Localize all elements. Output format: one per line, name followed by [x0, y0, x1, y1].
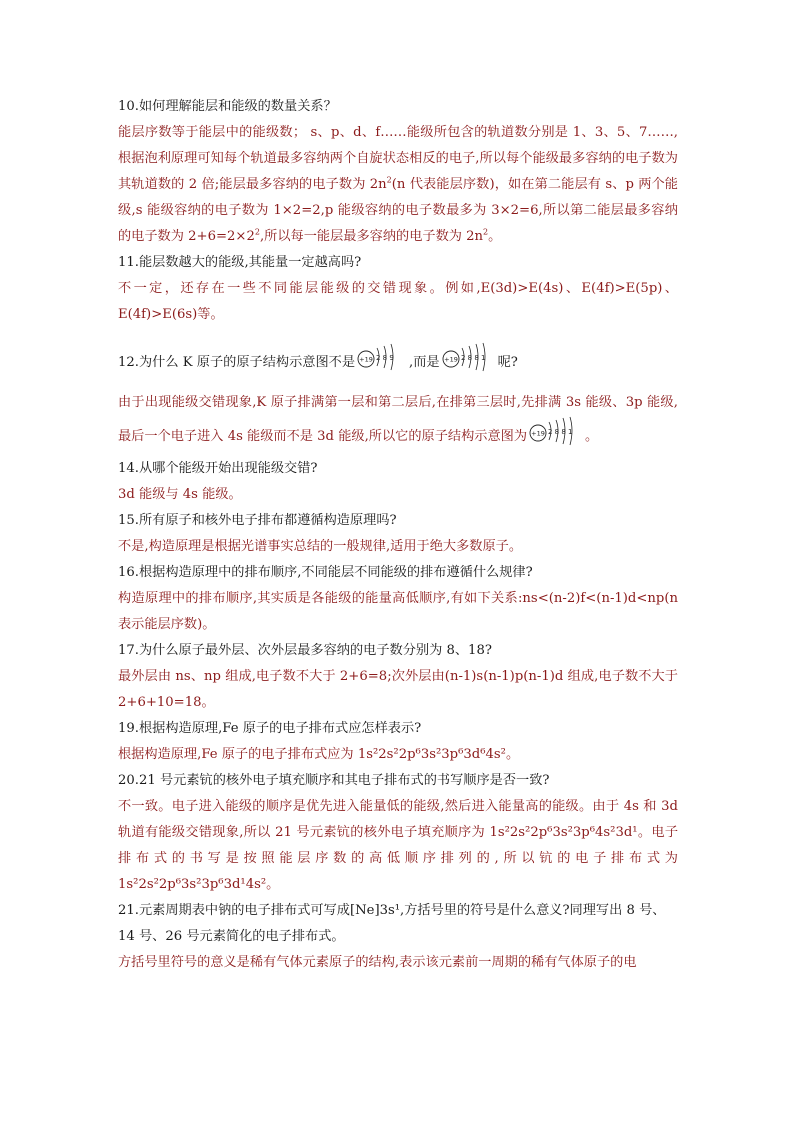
- question-11: 11.能层数越大的能级,其能量一定越高吗?: [118, 255, 362, 270]
- answer-17: 最外层由 ns、np 组成,电子数不大于 2+6=8;次外层由(n-1)s(n-1)p(n-1)d 组成,电子数不大于 2+6+10=18。: [118, 669, 678, 710]
- question-16: 16.根据构造原理中的排布顺序,不同能层不同能级的排布遵循什么规律?: [118, 565, 533, 580]
- atom-diagram-answer: [529, 416, 583, 456]
- question-21: 21.元素周期表中钠的电子排布式可写成[Ne]3s¹,方括号里的符号是什么意义?同理写出 8 号、14 号、26 号元素简化的电子排布式。: [118, 903, 666, 944]
- question-20: 20.21 号元素钪的核外电子填充顺序和其电子排布式的书写顺序是否一致?: [118, 773, 550, 788]
- document-body: [118, 94, 678, 976]
- electron-config-sc: 1s²2s²2p⁶3s²3p⁶3d¹4s²: [118, 877, 267, 892]
- answer-11: 不一定，还存在一些不同能层能级的交错现象。例如,E(3d)>E(4s)、E(4f)>E(5p)、E(4f)>E(6s)等。: [118, 281, 678, 322]
- answer-12: 由于出现能级交错现象,K 原子排满第一层和第二层后,在排第三层时,先排满 3s 能级、3p 能级,最后一个电子进入 4s 能级而不是 3d 能级,所以它的原子结构示意图为 +19 2 8 8 1 。: [118, 390, 678, 456]
- atom-answer-nucleus: +19: [531, 429, 545, 438]
- atom-diagram-wrong: [357, 342, 407, 382]
- atom-wrong-shells: 2 8 9: [376, 354, 394, 362]
- question-10: 10.如何理解能层和能级的数量关系？: [118, 99, 337, 114]
- answer-14: 3d 能级与 4s 能级。: [118, 487, 242, 502]
- answer-19: 根据构造原理,Fe 原子的电子排布式应为 1s²2s²2p⁶3s²3p⁶3d⁶4s²。: [118, 747, 520, 762]
- question-17: 17.为什么原子最外层、次外层最多容纳的电子数分别为 8、18?: [118, 643, 492, 658]
- answer-16: 构造原理中的排布顺序,其实质是各能级的能量高低顺序,有如下关系:ns<(n-2)f<(n-1)d<np(n 表示能层序数)。: [118, 591, 678, 632]
- answer-21: 方括号里符号的意义是稀有气体元素原子的结构,表示该元素前一周期的稀有气体原子的电: [118, 955, 637, 970]
- question-19: 19.根据构造原理,Fe 原子的电子排布式应怎样表示?: [118, 721, 422, 736]
- answer-20: 不一致。电子进入能级的顺序是优先进入能量低的能级,然后进入能量高的能级。由于 4s 和 3d 轨道有能级交错现象,所以 21 号元素钪的核外电子填充顺序为 1s²2s²2p⁶3s²3p⁶4s²3d¹。电子排布式的书写是按照能层序数的高低顺序排列的,所以钪的电子排布式为 1s²2s²2p⁶3s²3p⁶3d¹4s²。: [118, 799, 679, 892]
- answer-15: 不是,构造原理是根据光谱事实总结的一般规律,适用于绝大多数原子。: [118, 539, 523, 554]
- answer-10: 能层序数等于能层中的能级数； s、p、d、f……能级所包含的轨道数分别是 1、3、5、7……,根据泡利原理可知每个轨道最多容纳两个自旋状态相反的电子,所以每个能级最多容纳的电子数为其轨道数的 2 倍;能层最多容纳的电子数为 $2n^2(n$ 代表能层序数)，如在第二能层有 s、p 两个能级,s 能级容纳的电子数为 1×2=2,p 能级容纳的电子数最多为 3×2=6,所以第二能层最多容纳的电子数为 $2+6=2\times 2^2$,所以每一能层最多容纳的电子数为 $2n^2$。: [118, 125, 678, 244]
- electron-config-fe: 1s²2s²2p⁶3s²3p⁶3d⁶4s²: [357, 747, 506, 762]
- atom-diagram-right: [442, 342, 496, 382]
- question-12: 12.为什么 K 原子的原子结构示意图不是 +19 2 8 9 ,而是 +19 2 8 8 1 呢?: [118, 342, 678, 382]
- atom-right-nucleus: +19: [443, 355, 458, 364]
- atom-right-shells: 2 8 8 1: [460, 354, 486, 362]
- question-15: 15.所有原子和核外电子排布都遵循构造原理吗?: [118, 513, 397, 528]
- atom-answer-shells: 2 8 8 1: [548, 428, 573, 436]
- question-14: 14.从哪个能级开始出现能级交错?: [118, 461, 318, 476]
- electron-fill-order-sc: 1s²2s²2p⁶3s²3p⁶4s²3d¹: [489, 825, 638, 840]
- atom-wrong-nucleus: +19: [359, 355, 373, 364]
